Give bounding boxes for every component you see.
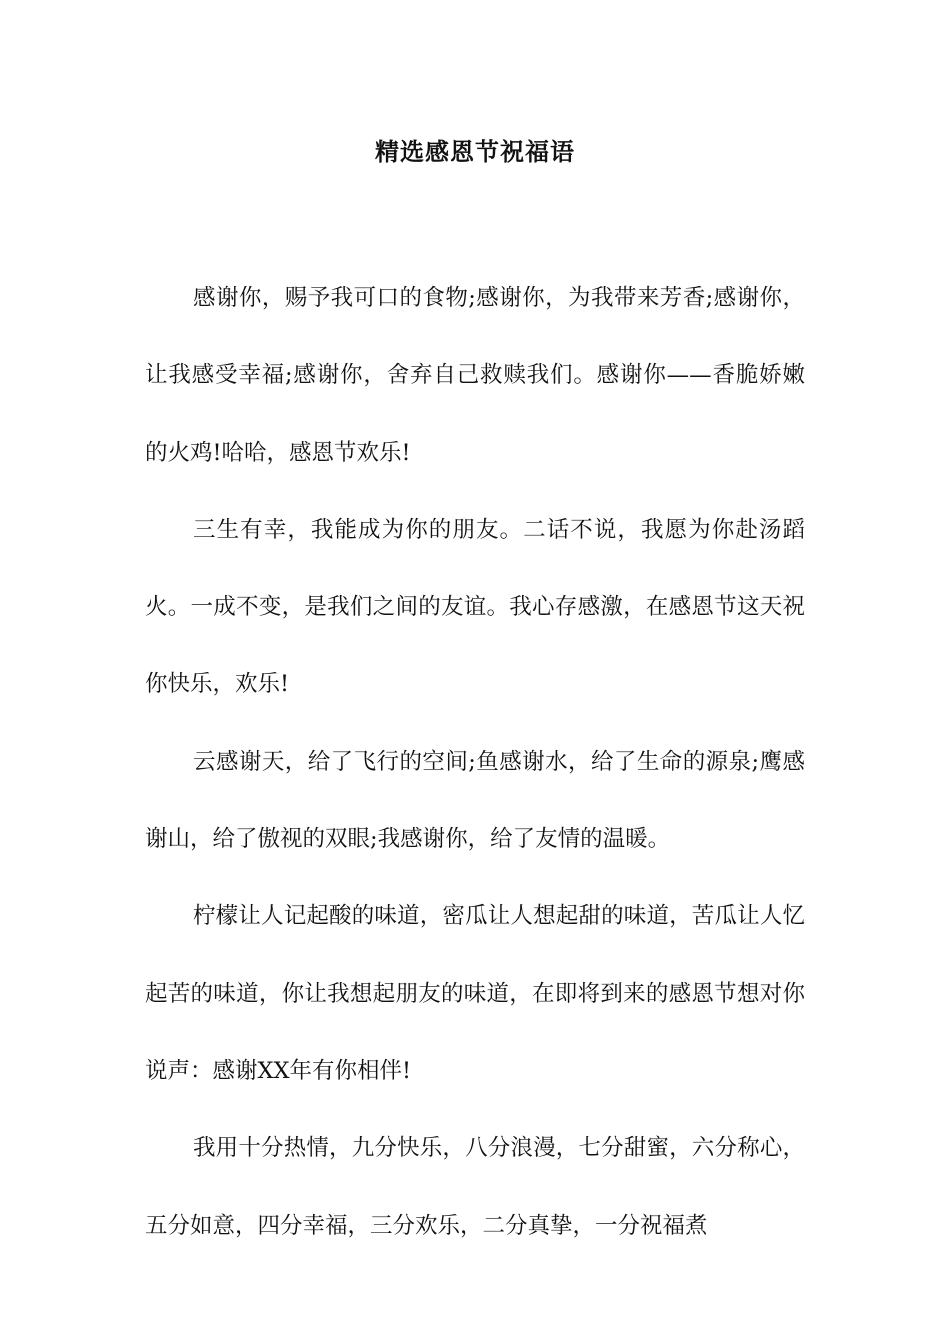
document-title: 精选感恩节祝福语 (375, 137, 575, 166)
paragraph: 云感谢天，给了飞行的空间;鱼感谢水，给了生命的源泉;鹰感谢山，给了傲视的双眼;我感谢你，给了友情的温暖。 (145, 748, 805, 853)
paragraph: 我用十分热情，九分快乐，八分浪漫，七分甜蜜，六分称心，五分如意，四分幸福，三分欢乐，二分真挚，一分祝福煮 (145, 1135, 805, 1239)
paragraph: 柠檬让人记起酸的味道，密瓜让人想起甜的味道，苦瓜让人忆起苦的味道，你让我想起朋友的味道，在即将到来的感恩节想对你说声：感谢XX年有你相伴! (145, 903, 805, 1084)
paragraph: 感谢你，赐予我可口的食物;感谢你，为我带来芳香;感谢你，让我感受幸福;感谢你，舍弃自己救赎我们。感谢你——香脆娇嫩的火鸡!哈哈，感恩节欢乐! (145, 285, 805, 466)
document-body (145, 260, 805, 1265)
paragraph: 三生有幸，我能成为你的朋友。二话不说，我愿为你赴汤蹈火。一成不变，是我们之间的友谊。我心存感激，在感恩节这天祝你快乐，欢乐! (145, 516, 805, 698)
